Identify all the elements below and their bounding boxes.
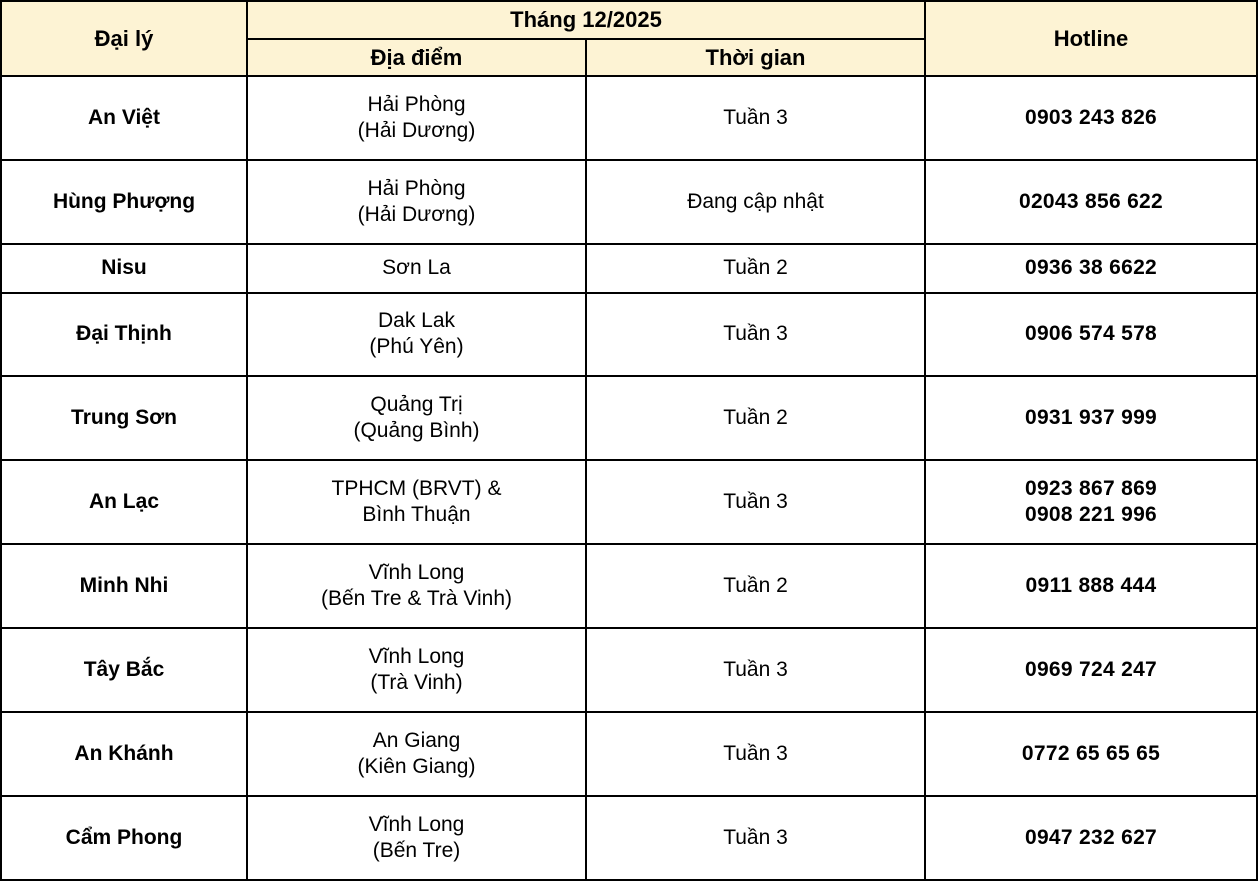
cell-hotline-line1: 0772 65 65 65 bbox=[1021, 741, 1161, 765]
cell-place-line1: TPHCM (BRVT) & bbox=[331, 477, 502, 501]
header-month-group: Tháng 12/2025 bbox=[247, 1, 925, 39]
cell-place bbox=[247, 460, 586, 544]
cell-time: Tuần 3 bbox=[586, 628, 925, 712]
cell-place-line1: Hải Phòng bbox=[367, 176, 466, 200]
cell-agency: Nisu bbox=[1, 244, 247, 293]
cell-place bbox=[247, 293, 586, 377]
cell-hotline bbox=[925, 796, 1257, 880]
cell-place bbox=[247, 712, 586, 796]
cell-place bbox=[247, 76, 586, 160]
cell-place-line1: Dak Lak bbox=[377, 309, 456, 333]
cell-agency: Tây Bắc bbox=[1, 628, 247, 712]
cell-time: Tuần 2 bbox=[586, 544, 925, 628]
cell-hotline bbox=[925, 544, 1257, 628]
cell-place-line1: Vĩnh Long bbox=[368, 644, 465, 668]
cell-hotline-line1: 0923 867 869 bbox=[1024, 477, 1158, 501]
cell-hotline bbox=[925, 244, 1257, 293]
cell-place-line2: (Kiên Giang) bbox=[357, 755, 476, 779]
table-row bbox=[1, 796, 1257, 880]
cell-hotline bbox=[925, 376, 1257, 460]
cell-agency: Minh Nhi bbox=[1, 544, 247, 628]
cell-hotline bbox=[925, 76, 1257, 160]
cell-hotline-line1: 0947 232 627 bbox=[1024, 825, 1158, 849]
table-row bbox=[1, 76, 1257, 160]
header-agency: Đại lý bbox=[1, 1, 247, 76]
cell-place bbox=[247, 376, 586, 460]
cell-hotline-line1: 0969 724 247 bbox=[1024, 658, 1158, 682]
cell-hotline-line1: 02043 856 622 bbox=[1018, 189, 1164, 213]
cell-agency: Trung Sơn bbox=[1, 376, 247, 460]
cell-hotline bbox=[925, 628, 1257, 712]
cell-hotline-line2: 0908 221 996 bbox=[1024, 503, 1158, 527]
cell-agency: Cẩm Phong bbox=[1, 796, 247, 880]
header-hotline: Hotline bbox=[925, 1, 1257, 76]
cell-hotline-line1: 0903 243 826 bbox=[1024, 105, 1158, 129]
cell-place-line1: Vĩnh Long bbox=[368, 812, 465, 836]
cell-hotline bbox=[925, 160, 1257, 244]
cell-place bbox=[247, 628, 586, 712]
cell-place-line2: (Bến Tre) bbox=[372, 839, 461, 863]
cell-time: Tuần 2 bbox=[586, 244, 925, 293]
cell-place-line2: (Hải Dương) bbox=[357, 118, 476, 142]
cell-time: Tuần 3 bbox=[586, 460, 925, 544]
cell-time: Tuần 3 bbox=[586, 712, 925, 796]
cell-place-line1: Quảng Trị bbox=[370, 393, 463, 417]
cell-place-line2: (Trà Vinh) bbox=[370, 671, 463, 695]
cell-hotline bbox=[925, 293, 1257, 377]
cell-place-line2: Bình Thuận bbox=[362, 503, 471, 527]
table-row bbox=[1, 293, 1257, 377]
cell-place-line1: Hải Phòng bbox=[367, 92, 466, 116]
cell-time: Tuần 3 bbox=[586, 76, 925, 160]
cell-place-line1: Vĩnh Long bbox=[368, 560, 465, 584]
cell-agency: Hùng Phượng bbox=[1, 160, 247, 244]
cell-time: Đang cập nhật bbox=[586, 160, 925, 244]
cell-place-line2: (Bến Tre & Trà Vinh) bbox=[320, 587, 513, 611]
cell-agency: An Lạc bbox=[1, 460, 247, 544]
table-body bbox=[1, 76, 1257, 880]
header-time: Thời gian bbox=[586, 39, 925, 77]
cell-place bbox=[247, 796, 586, 880]
cell-hotline-line1: 0936 38 6622 bbox=[1024, 256, 1158, 280]
cell-place-line2: (Phú Yên) bbox=[369, 335, 464, 359]
cell-agency: An Việt bbox=[1, 76, 247, 160]
cell-time: Tuần 2 bbox=[586, 376, 925, 460]
table-row bbox=[1, 628, 1257, 712]
cell-hotline bbox=[925, 460, 1257, 544]
table-row bbox=[1, 460, 1257, 544]
cell-place-line1: Sơn La bbox=[382, 256, 451, 280]
table-row bbox=[1, 244, 1257, 293]
cell-place-line2: (Hải Dương) bbox=[357, 202, 476, 226]
table-header bbox=[1, 1, 1257, 76]
cell-agency: An Khánh bbox=[1, 712, 247, 796]
cell-hotline-line1: 0911 888 444 bbox=[1025, 574, 1157, 598]
cell-place bbox=[247, 544, 586, 628]
table-row bbox=[1, 712, 1257, 796]
cell-place bbox=[247, 244, 586, 293]
cell-hotline-line1: 0931 937 999 bbox=[1024, 406, 1158, 430]
table-row bbox=[1, 544, 1257, 628]
table-row bbox=[1, 376, 1257, 460]
cell-place-line1: An Giang bbox=[372, 728, 461, 752]
table-header-row-1 bbox=[1, 1, 1257, 39]
table-row bbox=[1, 160, 1257, 244]
cell-place-line2: (Quảng Bình) bbox=[353, 419, 480, 443]
header-place: Địa điểm bbox=[247, 39, 586, 77]
cell-hotline-line1: 0906 574 578 bbox=[1024, 322, 1158, 346]
cell-place bbox=[247, 160, 586, 244]
cell-time: Tuần 3 bbox=[586, 796, 925, 880]
cell-time: Tuần 3 bbox=[586, 293, 925, 377]
cell-hotline bbox=[925, 712, 1257, 796]
cell-agency: Đại Thịnh bbox=[1, 293, 247, 377]
